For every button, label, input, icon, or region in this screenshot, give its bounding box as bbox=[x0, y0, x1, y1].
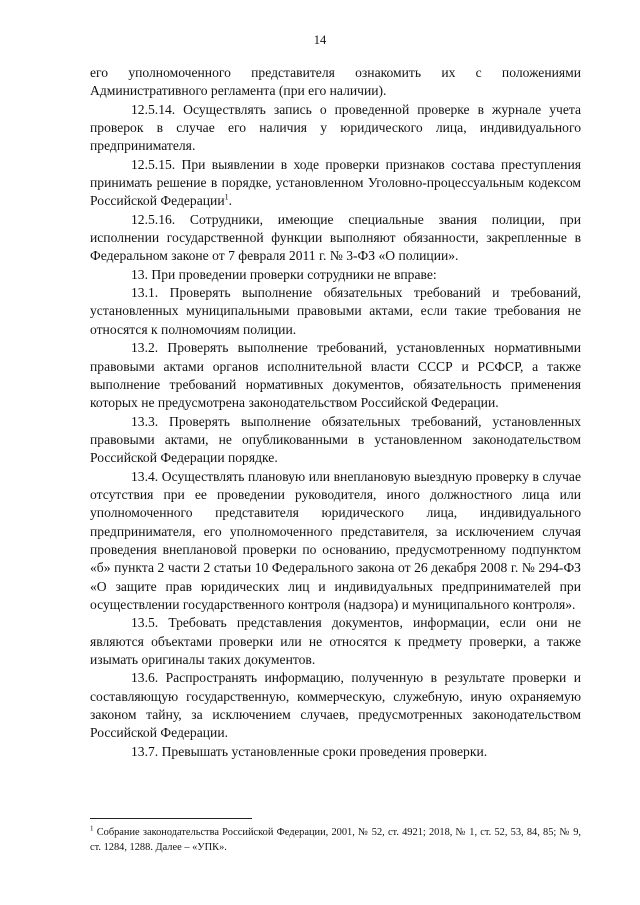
paragraph-13-7: 13.7. Превышать установленные сроки проведения проверки. bbox=[131, 743, 488, 759]
footnote-reference: 1 bbox=[224, 192, 229, 202]
paragraph-13-5: 13.5. Требовать представления документов, информации, если они не являются объектами проверки или не относятся к предмету проверки, а также изымать оригиналы таких документов. bbox=[90, 615, 581, 667]
document-body bbox=[90, 64, 581, 761]
paragraph-13: 13. При проведении проверки сотрудники не вправе: bbox=[131, 266, 437, 282]
paragraph-12-5-15 bbox=[90, 156, 581, 211]
footnote-text: Собрание законодательства Российской Федерации, 2001, № 52, ст. 4921; 2018, № 1, ст. 52, 53, 84, 85; № 9, ст. 1284, 1288. Далее – «УПК». bbox=[90, 827, 581, 853]
paragraph-13-4: 13.4. Осуществлять плановую или внеплановую выездную проверку в случае отсутствия при ее проведении руководителя, иного должностного лица или уполномоченного представителя юридического лица, индивидуального предпринимателя, его уполномоченного представителя, за исключением случая проведения внеплановой проверки по основанию, предусмотренному подпунктом «б» пункта 2 части 2 статьи 10 Федерального закона от 26 декабря 2008 г. № 294-ФЗ «О защите прав юридических лиц и индивидуальных предпринимателей при осуществлении государственного контроля (надзора) и муниципального контроля». bbox=[90, 468, 581, 612]
paragraph-12-5-15-tail: . bbox=[228, 193, 232, 209]
paragraph-12-5-15-text: 12.5.15. При выявлении в ходе проверки признаков состава преступления принимать решение в порядке, установленном Уголовно-процессуальным кодексом Российской Федерации bbox=[90, 156, 581, 209]
footnote-separator bbox=[90, 818, 252, 819]
paragraph-13-3: 13.3. Проверять выполнение обязательных требований, установленных правовыми актами, не опубликованными в установленном законодательством Российской Федерации порядке. bbox=[90, 413, 581, 466]
page-number: 14 bbox=[313, 33, 327, 47]
paragraph-12-5-16: 12.5.16. Сотрудники, имеющие специальные звания полиции, при исполнении государственной функции выполняют обязанности, закрепленные в Федеральном законе от 7 февраля 2011 г. № 3-ФЗ «О полиции». bbox=[90, 211, 581, 264]
paragraph-13-1: 13.1. Проверять выполнение обязательных требований и требований, установленных муниципальными правовыми актами, если такие требования не относятся к полномочиям полиции. bbox=[90, 285, 581, 337]
paragraph-12-5-14: 12.5.14. Осуществлять запись о проведенной проверке в журнале учета проверок в случае его наличия у юридического лица, индивидуального предпринимателя. bbox=[90, 101, 581, 154]
paragraph-continuation: его уполномоченного представителя ознакомить их с положениями Административного регламента (при его наличии). bbox=[90, 65, 581, 99]
paragraph-13-2: 13.2. Проверять выполнение требований, установленных нормативными правовыми актами органов исполнительной власти СССР и РСФСР, а также выполнение требований нормативных документов, обязательность применения которых не предусмотрена законодательством Российской Федерации. bbox=[90, 340, 581, 411]
footnote bbox=[90, 826, 581, 855]
footnote-marker: 1 bbox=[90, 824, 94, 833]
paragraph-13-6: 13.6. Распространять информацию, полученную в результате проверки и составляющую государственную, коммерческую, служебную, иную охраняемую законом тайну, за исключением случаев, предусмотренных законодательством Российской Федерации. bbox=[90, 670, 581, 741]
